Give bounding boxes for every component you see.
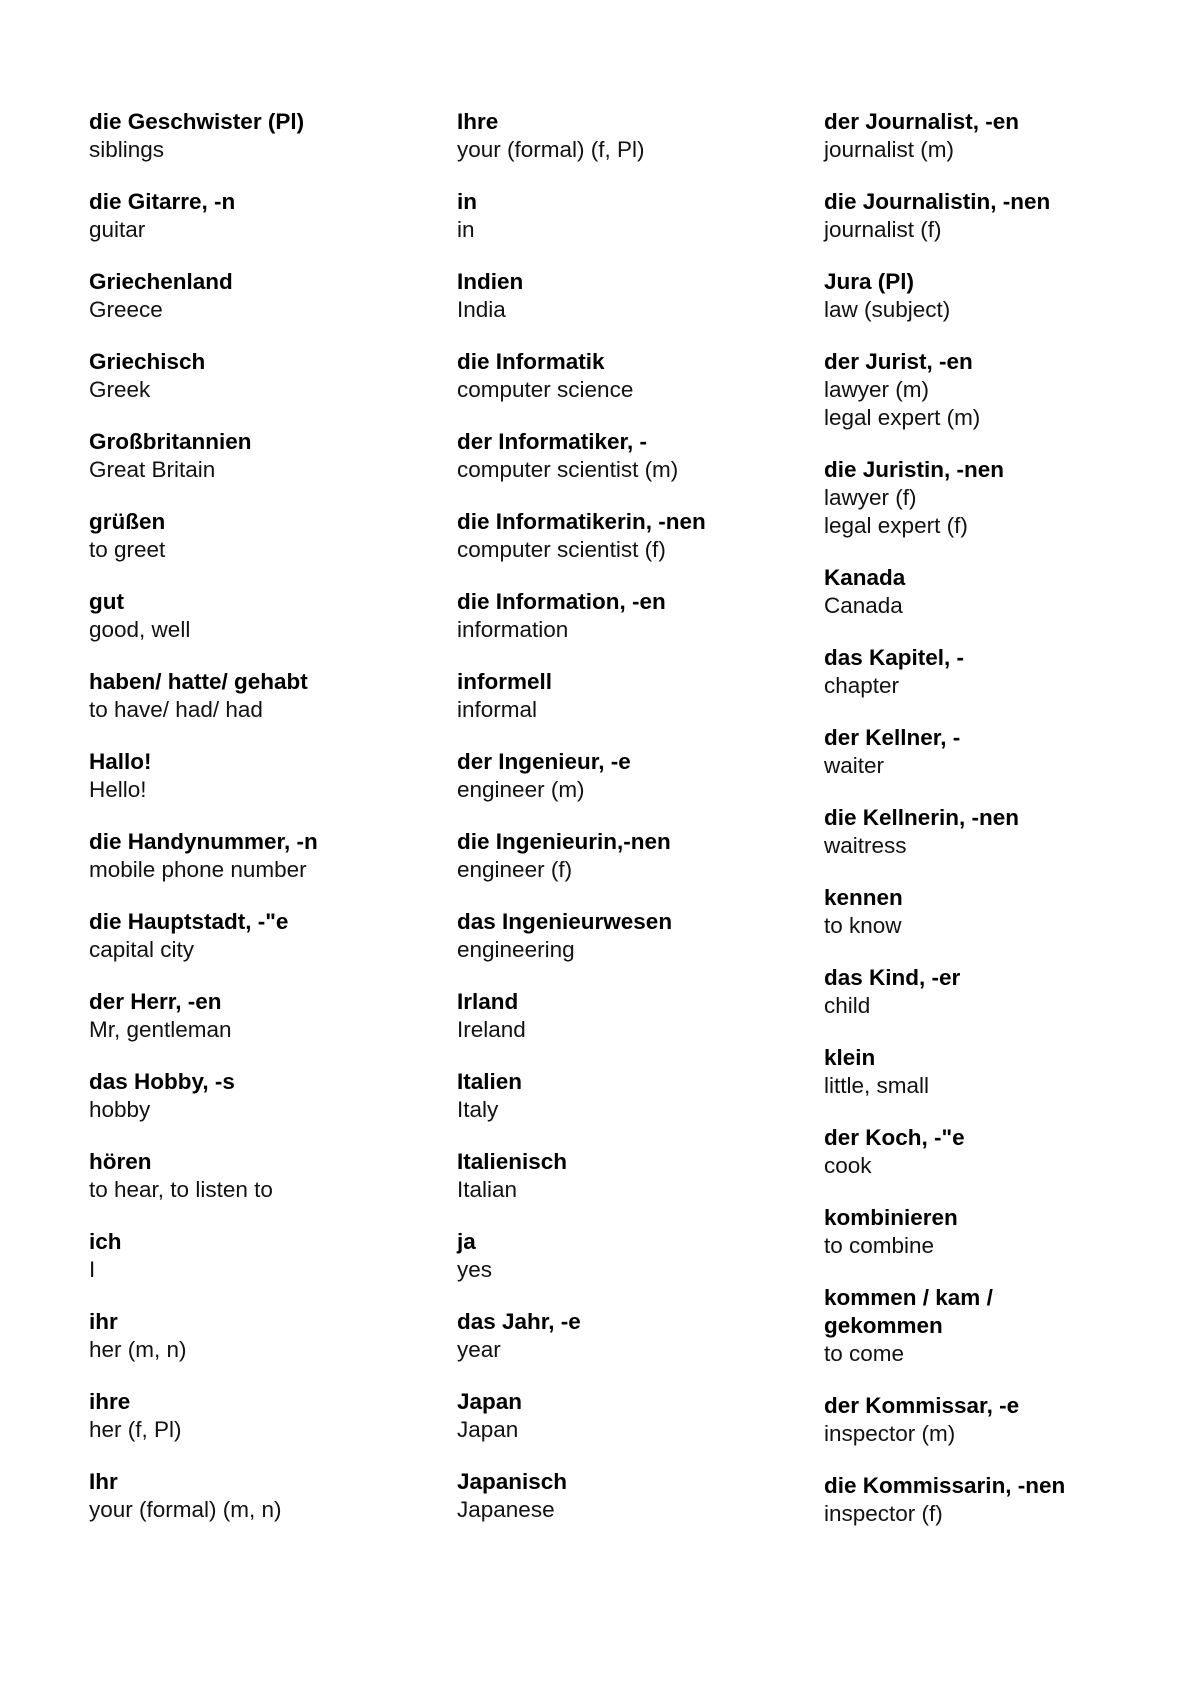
vocab-entry <box>457 1228 797 1284</box>
german-term: kombinieren <box>824 1205 958 1230</box>
vocab-entry <box>89 508 429 564</box>
german-term: die Handynummer, -n <box>89 829 318 854</box>
english-translation: inspector (m) <box>824 1421 956 1446</box>
english-translation: legal expert (m) <box>824 405 981 430</box>
german-term: das Jahr, -e <box>457 1309 581 1334</box>
vocab-entry <box>89 1068 429 1124</box>
german-term: der Journalist, -en <box>824 109 1020 134</box>
german-term: kennen <box>824 885 903 910</box>
german-term: die Gitarre, -n <box>89 189 236 214</box>
vocab-entry <box>824 1392 1164 1448</box>
english-translation: in <box>457 217 475 242</box>
vocab-entry <box>89 348 429 404</box>
german-term: das Kapitel, - <box>824 645 965 670</box>
english-translation: lawyer (f) <box>824 485 917 510</box>
german-term: die Journalistin, -nen <box>824 189 1051 214</box>
english-translation: siblings <box>89 137 165 162</box>
english-translation: engineer (f) <box>457 857 573 882</box>
english-translation: to have/ had/ had <box>89 697 263 722</box>
german-term: in <box>457 189 477 214</box>
vocab-entry <box>89 988 429 1044</box>
vocab-entry <box>457 988 797 1044</box>
vocab-entry <box>89 108 429 164</box>
german-term: der Kommissar, -e <box>824 1393 1020 1418</box>
english-translation: guitar <box>89 217 146 242</box>
german-term: ja <box>457 1229 476 1254</box>
vocab-entry <box>89 668 429 724</box>
german-term: Italien <box>457 1069 523 1094</box>
vocab-entry <box>824 964 1164 1020</box>
german-term: Großbritannien <box>89 429 252 454</box>
vocab-entry <box>457 908 797 964</box>
german-term: das Kind, -er <box>824 965 961 990</box>
vocab-entry <box>824 188 1164 244</box>
english-translation: mobile phone number <box>89 857 307 882</box>
german-term: der Informatiker, - <box>457 429 648 454</box>
english-translation: computer scientist (m) <box>457 457 679 482</box>
english-translation: chapter <box>824 673 900 698</box>
german-term: die Informatikerin, -nen <box>457 509 706 534</box>
vocab-entry <box>824 1472 1164 1528</box>
english-translation: to know <box>824 913 902 938</box>
vocab-entry <box>89 1468 429 1524</box>
vocabulary-column-3 <box>824 108 1164 1552</box>
german-term: die Ingenieurin,-nen <box>457 829 671 854</box>
german-term: die Kellnerin, -nen <box>824 805 1020 830</box>
german-term: die Juristin, -nen <box>824 457 1005 482</box>
german-term: der Koch, -"e <box>824 1125 965 1150</box>
vocab-entry <box>824 268 1164 324</box>
english-translation: yes <box>457 1257 493 1282</box>
english-translation: to hear, to listen to <box>89 1177 273 1202</box>
vocab-entry <box>89 1308 429 1364</box>
vocab-entry <box>457 108 797 164</box>
english-translation: lawyer (m) <box>824 377 929 402</box>
vocab-entry <box>89 188 429 244</box>
vocab-entry <box>89 1388 429 1444</box>
english-translation: to come <box>824 1341 905 1366</box>
english-translation: legal expert (f) <box>824 513 968 538</box>
english-translation: Italian <box>457 1177 518 1202</box>
english-translation: Japanese <box>457 1497 555 1522</box>
vocab-entry <box>457 748 797 804</box>
english-translation: little, small <box>824 1073 930 1098</box>
vocab-entry <box>824 1204 1164 1260</box>
vocab-entry <box>457 1468 797 1524</box>
english-translation: waiter <box>824 753 885 778</box>
english-translation: to combine <box>824 1233 935 1258</box>
german-term: das Hobby, -s <box>89 1069 235 1094</box>
german-term: Indien <box>457 269 524 294</box>
english-translation: Greek <box>89 377 151 402</box>
german-term: die Kommissarin, -nen <box>824 1473 1066 1498</box>
english-translation: child <box>824 993 871 1018</box>
vocab-entry <box>824 456 1164 540</box>
english-translation: capital city <box>89 937 195 962</box>
vocab-entry <box>824 1124 1164 1180</box>
english-translation: journalist (f) <box>824 217 942 242</box>
german-term: Japanisch <box>457 1469 568 1494</box>
vocab-entry <box>89 1228 429 1284</box>
english-translation: waitress <box>824 833 907 858</box>
vocab-entry <box>457 188 797 244</box>
german-term: der Herr, -en <box>89 989 222 1014</box>
vocab-entry <box>457 1308 797 1364</box>
german-term: Irland <box>457 989 519 1014</box>
english-translation: good, well <box>89 617 191 642</box>
german-term: haben/ hatte/ gehabt <box>89 669 308 694</box>
vocab-entry <box>457 588 797 644</box>
english-translation: computer science <box>457 377 634 402</box>
english-translation: law (subject) <box>824 297 951 322</box>
vocab-entry <box>457 508 797 564</box>
english-translation: her (m, n) <box>89 1337 187 1362</box>
vocab-entry <box>89 908 429 964</box>
german-term: ihre <box>89 1389 131 1414</box>
vocabulary-column-1 <box>89 108 429 1548</box>
vocab-entry <box>824 348 1164 432</box>
vocab-entry <box>824 724 1164 780</box>
english-translation: informal <box>457 697 538 722</box>
vocab-entry <box>824 804 1164 860</box>
english-translation: your (formal) (f, Pl) <box>457 137 645 162</box>
german-term: Griechisch <box>89 349 206 374</box>
german-term: hören <box>89 1149 152 1174</box>
german-term: Japan <box>457 1389 523 1414</box>
german-term: der Jurist, -en <box>824 349 973 374</box>
german-term: Jura (Pl) <box>824 269 915 294</box>
german-term: die Hauptstadt, -"e <box>89 909 289 934</box>
english-translation: Canada <box>824 593 903 618</box>
english-translation: to greet <box>89 537 166 562</box>
english-translation: journalist (m) <box>824 137 955 162</box>
vocab-entry <box>457 1388 797 1444</box>
vocab-entry <box>89 748 429 804</box>
german-term: ihr <box>89 1309 118 1334</box>
english-translation: inspector (f) <box>824 1501 943 1526</box>
english-translation: Greece <box>89 297 163 322</box>
vocab-entry <box>89 268 429 324</box>
german-term: das Ingenieurwesen <box>457 909 673 934</box>
vocab-entry <box>89 1148 429 1204</box>
english-translation: your (formal) (m, n) <box>89 1497 282 1522</box>
vocab-entry <box>89 828 429 884</box>
vocab-entry <box>824 564 1164 620</box>
german-term: Hallo! <box>89 749 152 774</box>
german-term: die Geschwister (Pl) <box>89 109 305 134</box>
english-translation: computer scientist (f) <box>457 537 666 562</box>
german-term: die Information, -en <box>457 589 666 614</box>
english-translation: cook <box>824 1153 872 1178</box>
english-translation: Mr, gentleman <box>89 1017 232 1042</box>
german-term: informell <box>457 669 553 694</box>
german-term: grüßen <box>89 509 166 534</box>
german-term: klein <box>824 1045 876 1070</box>
english-translation: Great Britain <box>89 457 216 482</box>
vocab-entry <box>89 588 429 644</box>
german-term: der Kellner, - <box>824 725 961 750</box>
english-translation: engineer (m) <box>457 777 585 802</box>
german-term: Kanada <box>824 565 906 590</box>
english-translation: her (f, Pl) <box>89 1417 182 1442</box>
vocab-entry <box>457 668 797 724</box>
german-term: kommen / kam / <box>824 1285 993 1310</box>
english-translation: year <box>457 1337 501 1362</box>
english-translation: hobby <box>89 1097 151 1122</box>
german-term: die Informatik <box>457 349 605 374</box>
vocab-entry <box>824 1284 1164 1368</box>
english-translation: information <box>457 617 569 642</box>
vocabulary-column-2 <box>457 108 797 1548</box>
german-term: der Ingenieur, -e <box>457 749 631 774</box>
english-translation: India <box>457 297 506 322</box>
vocab-entry <box>457 348 797 404</box>
english-translation: Italy <box>457 1097 499 1122</box>
vocab-entry <box>89 428 429 484</box>
vocab-entry <box>824 1044 1164 1100</box>
english-translation: engineering <box>457 937 575 962</box>
german-term: Ihr <box>89 1469 118 1494</box>
german-term: gut <box>89 589 124 614</box>
english-translation: Ireland <box>457 1017 526 1042</box>
german-term: ich <box>89 1229 122 1254</box>
german-term: gekommen <box>824 1313 943 1338</box>
vocab-entry <box>457 268 797 324</box>
vocab-entry <box>457 1068 797 1124</box>
german-term: Italienisch <box>457 1149 568 1174</box>
vocab-entry <box>824 644 1164 700</box>
vocab-entry <box>824 884 1164 940</box>
vocab-entry <box>457 828 797 884</box>
german-term: Ihre <box>457 109 499 134</box>
vocab-entry <box>824 108 1164 164</box>
german-term: Griechenland <box>89 269 233 294</box>
english-translation: Hello! <box>89 777 147 802</box>
vocab-entry <box>457 1148 797 1204</box>
english-translation: Japan <box>457 1417 519 1442</box>
vocab-entry <box>457 428 797 484</box>
english-translation: I <box>89 1257 96 1282</box>
